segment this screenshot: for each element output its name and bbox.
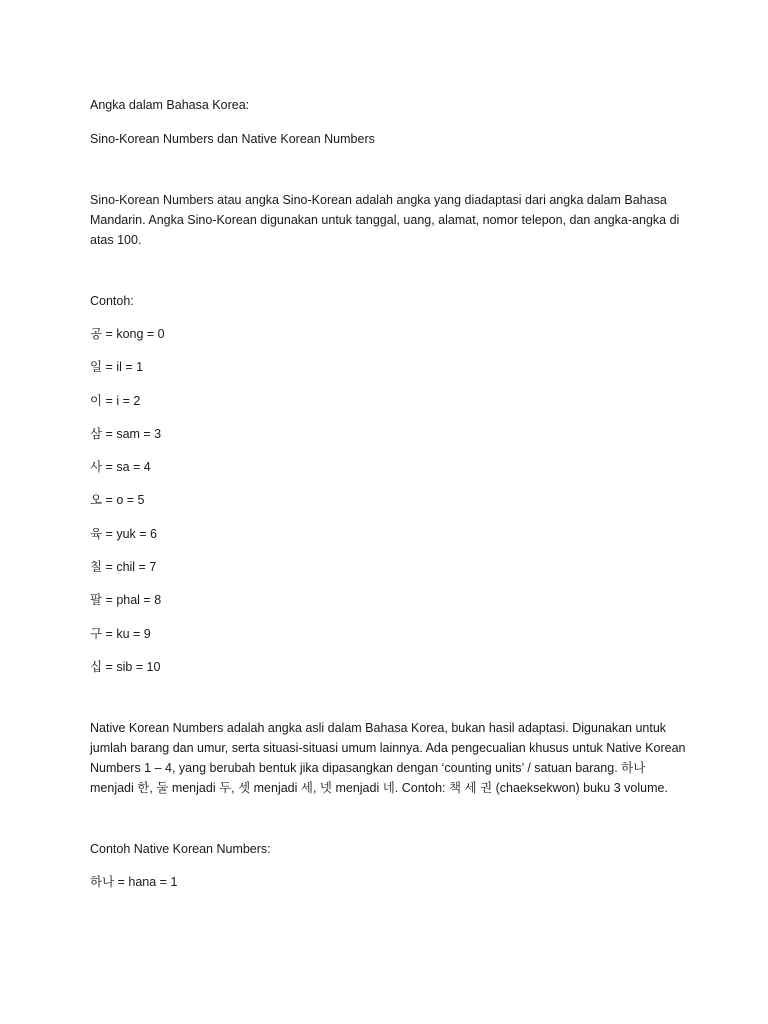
list-item: 육 = yuk = 6	[90, 526, 157, 541]
list-item: 오 = o = 5	[90, 493, 145, 508]
native-korean-number-list	[90, 872, 690, 892]
list-item: 팔 = phal = 8	[90, 593, 162, 608]
list-item: 십 = sib = 10	[90, 659, 161, 674]
sino-example-label: Contoh:	[90, 294, 134, 308]
list-item: 구 = ku = 9	[90, 626, 151, 641]
list-item: 공 = kong = 0	[90, 327, 165, 341]
list-item: 하나 = hana = 1	[90, 874, 178, 889]
sino-korean-intro-paragraph: Sino-Korean Numbers atau angka Sino-Korean adalah angka yang diadaptasi dari angka dalam Bahasa Mandarin. Angka Sino-Korean digunakan untuk tanggal, uang, alamat, nomor telepon, dan angka-angka di atas 100.	[90, 193, 680, 247]
list-item: 사 = sa = 4	[90, 460, 151, 475]
list-item: 칠 = chil = 7	[90, 560, 157, 575]
native-example-label: Contoh Native Korean Numbers:	[90, 841, 271, 856]
sino-korean-number-list	[90, 324, 690, 677]
list-item: 일 = il = 1	[90, 360, 144, 375]
list-item: 삼 = sam = 3	[90, 426, 162, 441]
document-page	[90, 95, 690, 905]
document-subheading: Sino-Korean Numbers dan Native Korean Numbers	[90, 132, 375, 146]
native-korean-intro-paragraph: Native Korean Numbers adalah angka asli dalam Bahasa Korea, bukan hasil adaptasi. Digunakan untuk jumlah barang dan umur, serta situasi-situasi umum lainnya. Ada pengecualian khusus untuk Native Korean Numbers 1 – 4, yang berubah bentuk jika dipasangkan dengan ‘counting units’ / satuan barang. 하나 menjadi 한, 둘 menjadi 두, 셋 menjadi 세, 넷 menjadi 네. Contoh: 책 세 권 (chaeksekwon) buku 3 volume.	[90, 720, 686, 795]
list-item: 이 = i = 2	[90, 393, 141, 408]
document-heading: Angka dalam Bahasa Korea:	[90, 98, 250, 112]
